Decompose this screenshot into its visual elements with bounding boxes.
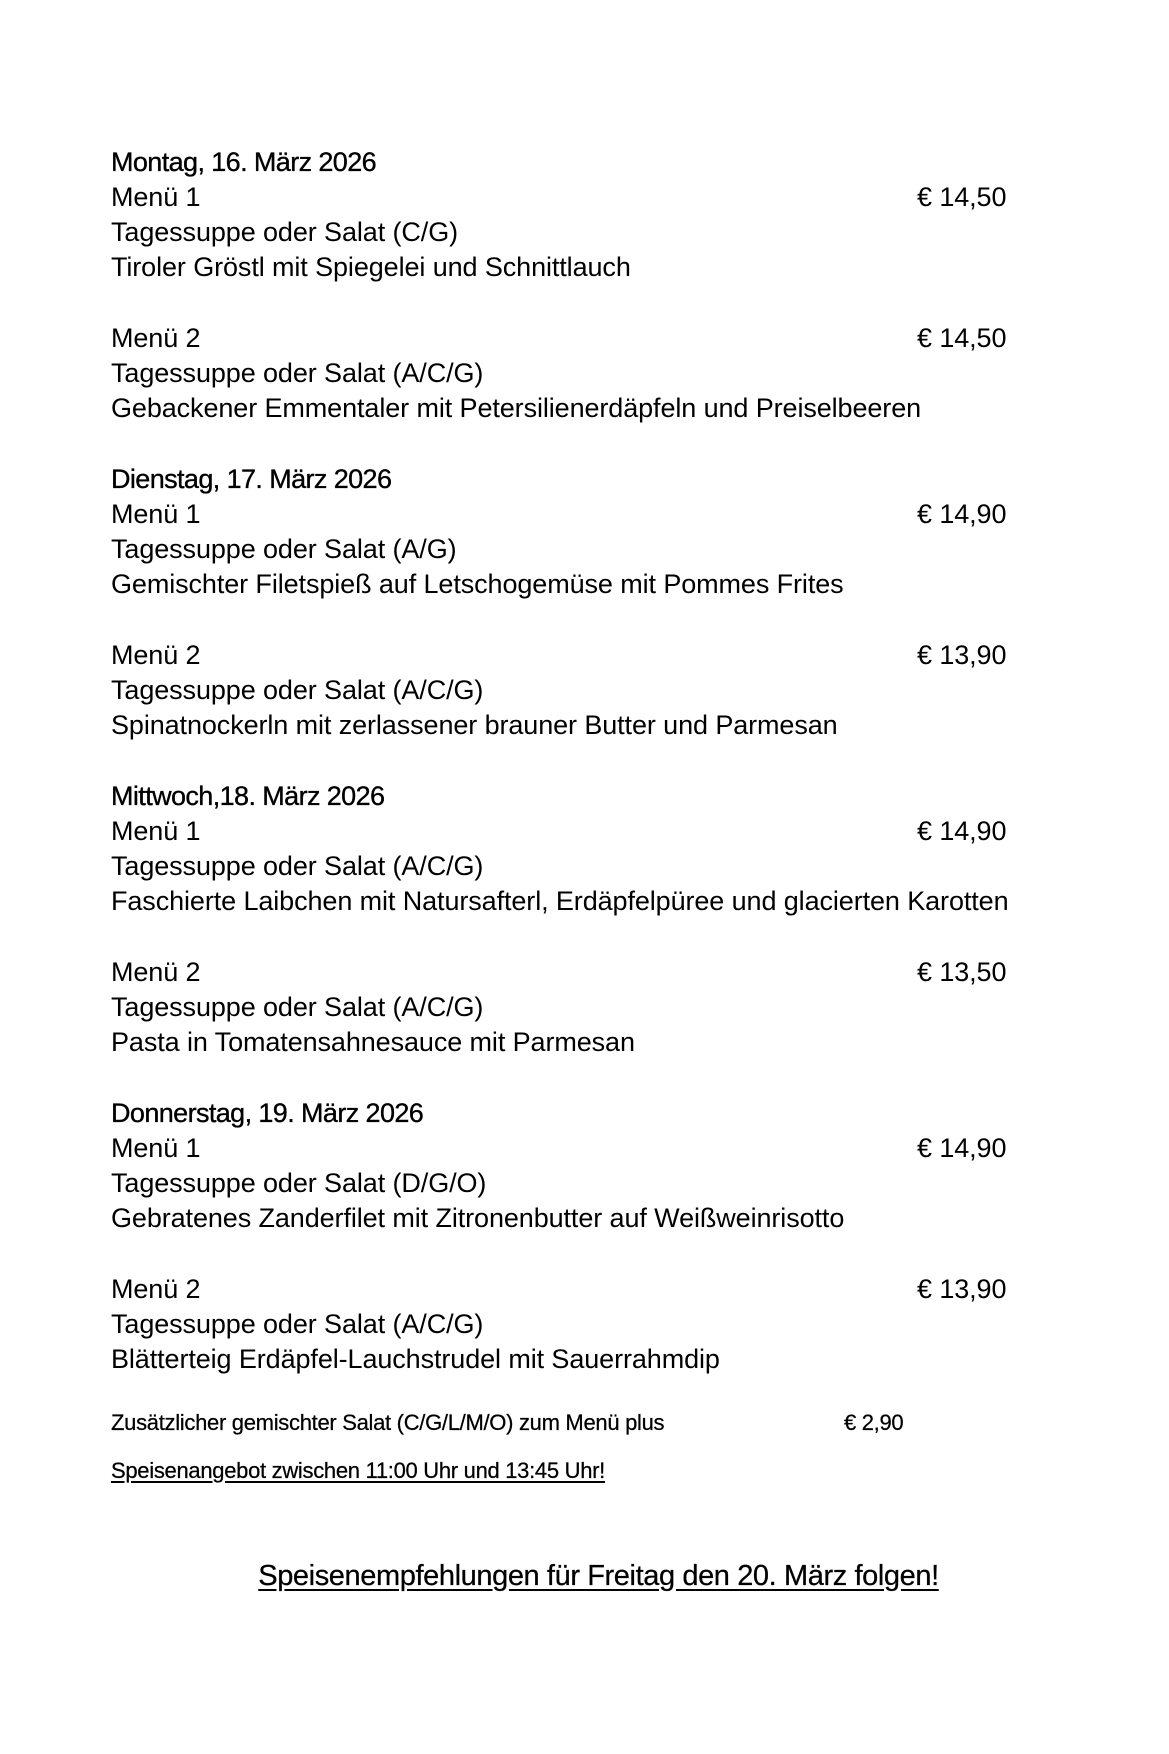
day-thursday	[111, 1096, 1071, 1377]
menu-starter: Tagessuppe oder Salat (A/C/G)	[111, 1309, 484, 1339]
menu-header	[111, 1272, 1071, 1307]
menu-main-dish: Gemischter Filetspieß auf Letschogemüse mit Pommes Frites	[111, 569, 844, 599]
menu-header	[111, 814, 1071, 849]
menu-header	[111, 1131, 1071, 1166]
menu-label: Menü 2	[111, 1274, 201, 1304]
menu-price: € 13,90	[917, 1274, 1007, 1304]
menu-main-dish: Faschierte Laibchen mit Natursafterl, Erdäpfelpüree und glacierten Karotten	[111, 886, 1009, 916]
menu-price: € 14,50	[917, 182, 1007, 212]
menu-extras	[111, 1408, 1011, 1486]
day-monday	[111, 145, 1071, 426]
menu-main-dish: Spinatnockerln mit zerlassener brauner Butter und Parmesan	[111, 710, 838, 740]
menu-2	[111, 1272, 1071, 1377]
menu-label: Menü 1	[111, 1133, 201, 1163]
extra-salad-row	[111, 1408, 1011, 1438]
menu-1	[111, 180, 1071, 285]
menu-starter: Tagessuppe oder Salat (C/G)	[111, 217, 458, 247]
day-title: Donnerstag, 19. März 2026	[111, 1098, 424, 1128]
menu-label: Menü 2	[111, 957, 201, 987]
menu-price: € 14,90	[917, 816, 1007, 846]
extra-salad-text: Zusätzlicher gemischter Salat (C/G/L/M/O) zum Menü plus	[111, 1410, 665, 1435]
day-spacer	[111, 1060, 1071, 1096]
menu-header	[111, 321, 1071, 356]
menu-price: € 13,90	[917, 640, 1007, 670]
menu-2	[111, 321, 1071, 426]
extra-salad-price: € 2,90	[844, 1410, 904, 1435]
day-title: Montag, 16. März 2026	[111, 147, 377, 177]
menu-header	[111, 638, 1071, 673]
menu-price: € 14,50	[917, 323, 1007, 353]
menu-1	[111, 497, 1071, 602]
day-wednesday	[111, 779, 1071, 1060]
footer-note: Speisenempfehlungen für Freitag den 20. März folgen!	[258, 1560, 939, 1592]
day-spacer	[111, 426, 1071, 462]
menu-price: € 14,90	[917, 1133, 1007, 1163]
menu-label: Menü 1	[111, 182, 201, 212]
menu-main-dish: Gebratenes Zanderfilet mit Zitronenbutter auf Weißweinrisotto	[111, 1203, 845, 1233]
menu-label: Menü 1	[111, 499, 201, 529]
day-title: Dienstag, 17. März 2026	[111, 464, 392, 494]
menu-main-dish: Blätterteig Erdäpfel-Lauchstrudel mit Sauerrahmdip	[111, 1344, 720, 1374]
menu-main-dish: Gebackener Emmentaler mit Petersilienerdäpfeln und Preiselbeeren	[111, 393, 922, 423]
weekly-menu	[111, 145, 1071, 1377]
menu-starter: Tagessuppe oder Salat (A/G)	[111, 534, 457, 564]
menu-header	[111, 497, 1071, 532]
menu-1	[111, 814, 1071, 919]
menu-2	[111, 638, 1071, 743]
menu-1	[111, 1131, 1071, 1236]
menu-label: Menü 2	[111, 323, 201, 353]
footer-note-row	[0, 1557, 1169, 1595]
menu-main-dish: Pasta in Tomatensahnesauce mit Parmesan	[111, 1027, 635, 1057]
menu-main-dish: Tiroler Gröstl mit Spiegelei und Schnittlauch	[111, 252, 631, 282]
menu-2	[111, 955, 1071, 1060]
menu-starter: Tagessuppe oder Salat (D/G/O)	[111, 1168, 487, 1198]
menu-starter: Tagessuppe oder Salat (A/C/G)	[111, 358, 484, 388]
menu-header	[111, 180, 1071, 215]
menu-starter: Tagessuppe oder Salat (A/C/G)	[111, 992, 484, 1022]
menu-label: Menü 1	[111, 816, 201, 846]
day-spacer	[111, 743, 1071, 779]
menu-label: Menü 2	[111, 640, 201, 670]
menu-price: € 13,50	[917, 957, 1007, 987]
menu-starter: Tagessuppe oder Salat (A/C/G)	[111, 851, 484, 881]
menu-header	[111, 955, 1071, 990]
menu-price: € 14,90	[917, 499, 1007, 529]
menu-starter: Tagessuppe oder Salat (A/C/G)	[111, 675, 484, 705]
day-title: Mittwoch,18. März 2026	[111, 781, 385, 811]
service-hours: Speisenangebot zwischen 11:00 Uhr und 13:45 Uhr!	[111, 1458, 605, 1483]
day-tuesday	[111, 462, 1071, 743]
